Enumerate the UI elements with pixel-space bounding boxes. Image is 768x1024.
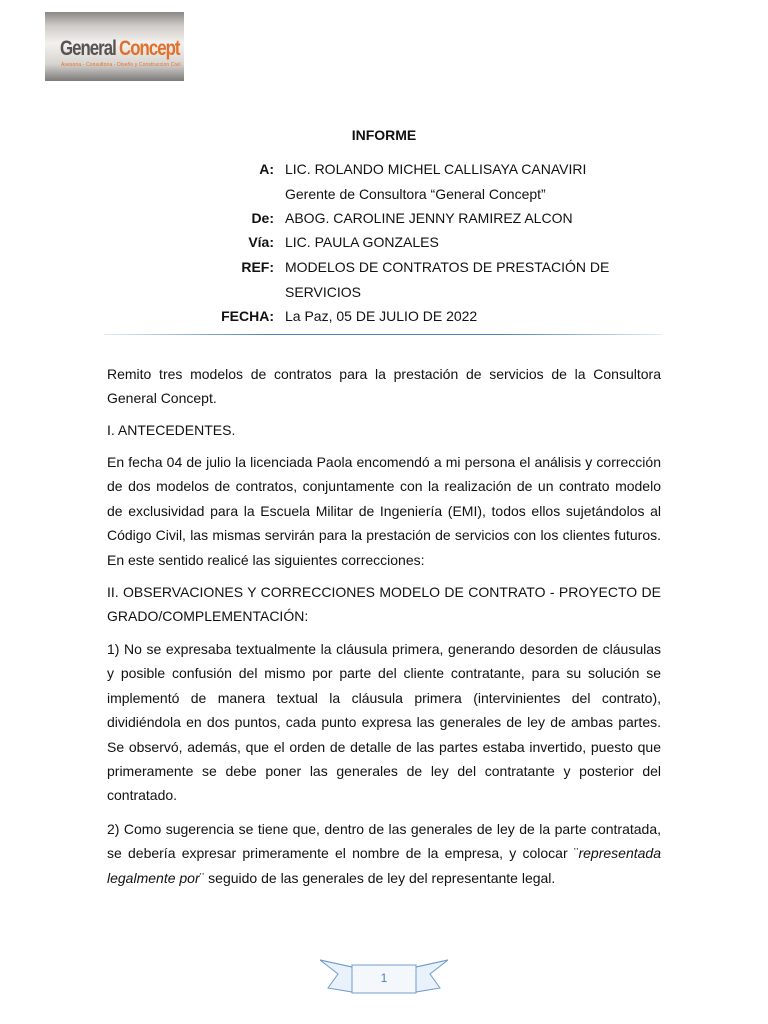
header-divider: [104, 334, 662, 335]
point-2-text-end: ¨ seguido de las generales de ley del representante legal.: [199, 869, 556, 886]
logo-word-concept: Concept: [119, 37, 180, 60]
header-label: A:: [259, 161, 274, 177]
logo-wordmark: [60, 38, 180, 59]
header-value: LIC. ROLANDO MICHEL CALLISAYA CANAVIRI: [285, 161, 587, 177]
antecedentes-paragraph: En fecha 04 de julio la licenciada Paola encomendó a mi persona el análisis y corrección de dos modelos de contratos, conjuntamente con la realización de un contrato modelo de exclusividad para la Escuela Militar de Ingeniería (EMI), todos ellos sujetándolos al Código Civil, las mismas servirán para la prestación de servicios con los clientes futuros. En este sentido realicé las siguientes correcciones:: [107, 454, 661, 568]
header-label: Vía:: [248, 234, 274, 250]
header-value: La Paz, 05 DE JULIO DE 2022: [285, 308, 478, 324]
document-title: INFORME: [351, 127, 417, 143]
company-logo: [45, 12, 184, 81]
point-2-text-start: 2) Como sugerencia se tiene que, dentro de las generales de ley de la parte contratada, se debería expresar primeramente el nombre de la empresa, y colocar ¨: [107, 821, 661, 862]
header-value: ABOG. CAROLINE JENNY RAMIREZ ALCON: [285, 210, 573, 226]
header-label: FECHA:: [221, 308, 274, 324]
header-label: De:: [251, 210, 274, 226]
intro-paragraph: Remito tres modelos de contratos para la prestación de servicios de la Consultora General Concept.: [107, 366, 661, 407]
header-value: LIC. PAULA GONZALES: [285, 234, 439, 250]
header-label: REF:: [241, 259, 274, 275]
page-number: 1: [380, 971, 388, 985]
logo-word-general: General: [60, 37, 116, 60]
header-value: SERVICIOS: [285, 284, 361, 300]
header-value: Gerente de Consultora “General Concept”: [285, 186, 546, 202]
section-heading-antecedentes: I. ANTECEDENTES.: [107, 422, 236, 438]
page-number-ribbon: [320, 958, 448, 998]
header-value: MODELOS DE CONTRATOS DE PRESTACIÓN DE: [285, 259, 610, 275]
point-1-paragraph: 1) No se expresaba textualmente la cláusula primera, generando desorden de cláusulas y posible confusión del mismo por parte del cliente contratante, para su solución se implementó de manera textual la cláusula primera (intervinientes del contrato), dividiéndola en dos puntos, cada punto expresa las generales de ley de ambas partes. Se observó, además, que el orden de detalle de las partes estaba invertido, puesto que primeramente se debe poner las generales de ley del contratante y posterior del contratado.: [107, 641, 661, 804]
point-2-paragraph: [107, 817, 661, 890]
logo-tagline: Asesoria - Consultoria - Diseño y Construccion Civil: [61, 62, 181, 68]
point-2-italic-phrase: representada legalmente por: [107, 845, 661, 886]
section-heading-observaciones: II. OBSERVACIONES Y CORRECCIONES MODELO DE CONTRATO - PROYECTO DE GRADO/COMPLEMENTACIÓN:: [107, 584, 661, 625]
